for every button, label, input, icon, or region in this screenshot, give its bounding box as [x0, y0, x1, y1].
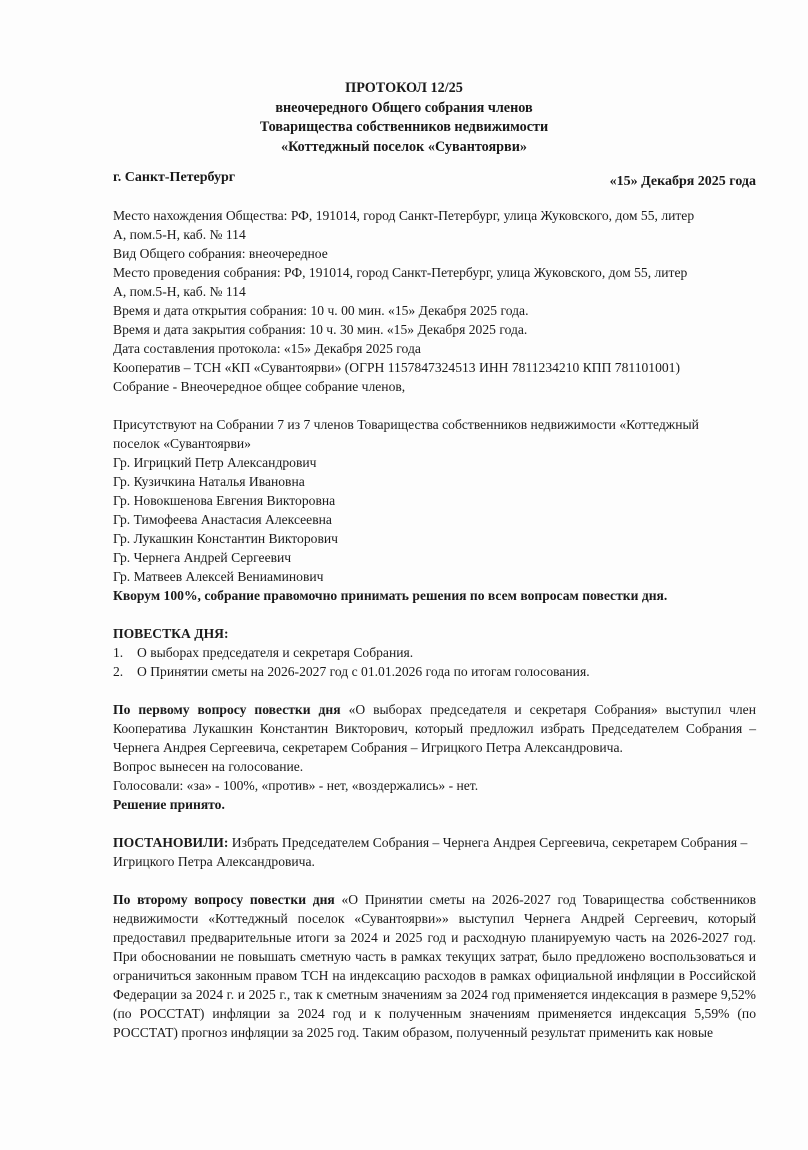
protocol-title: ПРОТОКОЛ 12/25	[345, 80, 463, 96]
protocol-date: Дата составления протокола: «15» Декабря 2025 года	[113, 341, 421, 356]
city: г. Санкт-Петербург	[113, 170, 236, 185]
cooperative-info: Кооператив – ТСН «КП «Сувантоярви» (ОГРН 1157847324513 ИНН 7811234210 КПП 781101001)	[113, 360, 681, 375]
question-1-decision: Решение принято.	[113, 797, 225, 812]
quorum-statement: Кворум 100%, собрание правомочно принимать решения по всем вопросам повестки дня.	[113, 588, 668, 603]
meeting-type: Вид Общего собрания: внеочередное	[113, 246, 328, 261]
agenda-item	[113, 643, 756, 662]
agenda-item	[113, 662, 756, 681]
member-item: Гр. Чернега Андрей Сергеевич	[113, 550, 292, 565]
attendance-intro-2: поселок «Сувантоярви»	[113, 436, 251, 451]
question-2-text: «О Принятии сметы на 2026-2027 год Товарищества собственников недвижимости «Коттеджный поселок «Сувантоярви»» выступил Чернега Андрей Сергеевич, который предоставил предварительные итоги за 2024 и 2025 год и расходную планируемую часть на 2026-2027 год. При обосновании не повышать сметную часть в рамках текущих затрат, было предложено воспользоваться и ограничиться законным правом ТСН на индексацию расходов в рамках официальной инфляции в Российской Федерации за 2024 г. и 2025 г., так к сметным значениям за 2024 год применяется индексация в размере 9,52% (по РОССТАТ) инфляции за 2024 год и к полученным значениям применяется индексация 5,59% (по РОССТАТ) прогноз инфляции за 2025 год. Таким образом, полученный результат применить как новые	[113, 892, 756, 1040]
member-item: Гр. Кузичкина Наталья Ивановна	[113, 474, 305, 489]
location-line-1: Место нахождения Общества: РФ, 191014, город Санкт-Петербург, улица Жуковского, дом 55, литер	[113, 208, 695, 223]
document-title-block	[0, 79, 808, 157]
agenda-list	[113, 643, 756, 681]
resolution-paragraph	[113, 833, 756, 871]
agenda-item-number: 1.	[113, 645, 124, 660]
agenda-heading: ПОВЕСТКА ДНЯ:	[113, 626, 229, 641]
venue-line-1: Место проведения собрания: РФ, 191014, город Санкт-Петербург, улица Жуковского, дом 55, литер	[113, 265, 688, 280]
member-item: Гр. Новокшенова Евгения Викторовна	[113, 493, 336, 508]
agenda-item-text: О выборах председателя и секретаря Собрания.	[137, 645, 414, 660]
question-1-paragraph	[113, 700, 756, 757]
venue-line-2: А, пом.5-Н, каб. № 114	[113, 284, 246, 299]
member-item: Гр. Лукашкин Константин Викторович	[113, 531, 338, 546]
question-2-lead: По второму вопросу повестки дня	[113, 892, 335, 907]
attendance-intro-1: Присутствуют на Собрании 7 из 7 членов Товарищества собственников недвижимости «Коттеджный	[113, 417, 699, 432]
member-item: Гр. Тимофеева Анастасия Алексеевна	[113, 512, 332, 527]
document-date: «15» Декабря 2025 года	[609, 174, 756, 189]
open-time: Время и дата открытия собрания: 10 ч. 00 мин. «15» Декабря 2025 года.	[113, 303, 529, 318]
question-1-text: «О выборах председателя и секретаря Собрания» выступил член Кооператива Лукашкин Константин Викторович, который предложил избрать Председателем Собрания – Чернега Андрея Сергеевича, секретарем Собрания – Игрицкого Петра Александровича.	[113, 702, 756, 755]
close-time: Время и дата закрытия собрания: 10 ч. 30 мин. «15» Декабря 2025 года.	[113, 322, 528, 337]
protocol-subtitle-1: внеочередного Общего собрания членов	[275, 99, 533, 116]
meeting-description: Собрание - Внеочередное общее собрание членов,	[113, 379, 406, 394]
resolution-lead: ПОСТАНОВИЛИ:	[113, 835, 229, 850]
agenda-item-number: 2.	[113, 664, 124, 679]
question-1-vote-put: Вопрос вынесен на голосование.	[113, 759, 304, 774]
question-2-paragraph	[113, 890, 756, 1042]
member-item: Гр. Игрицкий Петр Александрович	[113, 455, 317, 470]
resolution-text: Избрать Председателем Собрания – Чернега Андрея Сергеевича, секретарем Собрания – Игрицкого Петра Александровича.	[113, 835, 748, 869]
agenda-item-text: О Принятии сметы на 2026-2027 год с 01.01.2026 года по итогам голосования.	[137, 664, 590, 679]
question-1-votes: Голосовали: «за» - 100%, «против» - нет, «воздержались» - нет.	[113, 778, 479, 793]
members-list	[113, 453, 756, 586]
protocol-subtitle-2: Товарищества собственников недвижимости	[259, 119, 549, 135]
question-1-lead: По первому вопросу повестки дня	[113, 702, 341, 717]
document-body	[113, 206, 756, 1042]
protocol-subtitle-3: «Коттеджный поселок «Сувантоярви»	[281, 138, 527, 155]
location-line-2: А, пом.5-Н, каб. № 114	[113, 227, 246, 242]
member-item: Гр. Матвеев Алексей Вениаминович	[113, 569, 324, 584]
